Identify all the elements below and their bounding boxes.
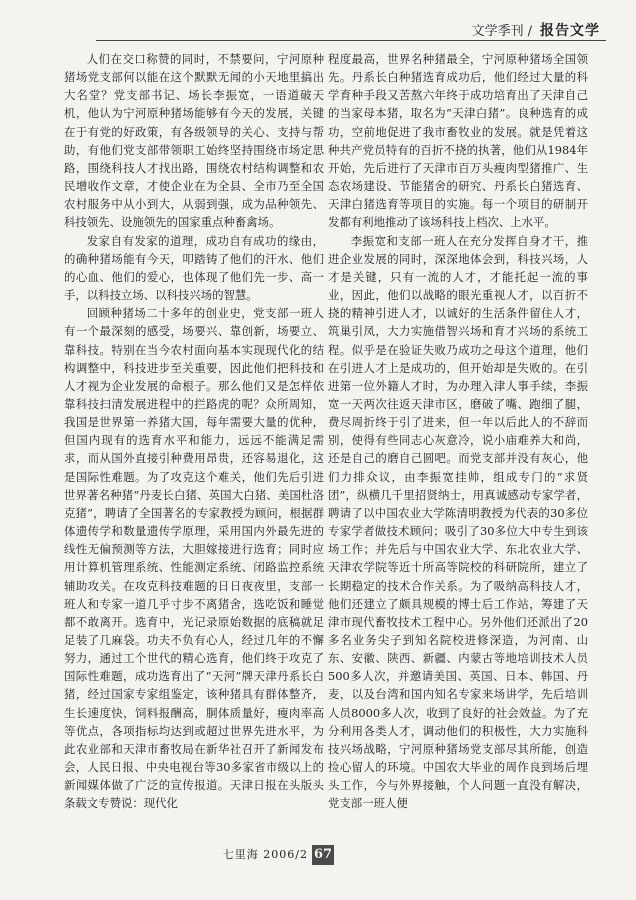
paragraph: 回顾种猪场二十多年的创业史，党支部一班人有一个最深刻的感受，场要兴、靠创新，场要立、靠科技。特别在当今农村面向基本实现现代化的结构调整中，科技进步至关重要，因此他们把科技和人才视为企业发展的命根子。那么他们又是怎样依靠科技扫清发展进程中的拦路虎的呢？众所周知，我国是世界第一养猪大国，每年需要大量的优种，但国内现有的选育水平和能力，远远不能满足需求，而从国外直接引种费用昂贵，还容易退化，这是国际性难题。为了攻克这个难关，他们先后引进世界著名种猪“丹麦长白猪、英国大白猪、美国杜洛克猪”，聘请了全国著名的专家教授为顾问，根据群体遗传学和数量遗传学原理，采用国内外最先进的线性无偏预测等方法，大胆嫁接进行选育；同时应用计算机管理系统、性能测定系统、闭路监控系统辅助攻关。在攻克科技难题的日日夜夜里，支部一班人和专家一道几乎寸步不离猪舍，选吃饭和睡觉都不敢离开。选育中，光记录原始数据的底稿就足足装了几麻袋。功夫不负有心人，经过几年的不懈努力，通过工个世代的精心选育，他们终于攻克了国际性难题，成功选育出了“天河”牌天津丹系长白猪，经过国家专家组鉴定，该种猪具有群体整齐，生长速度快，饲料报酬高，胴体质量好，瘦肉率高等优点，各项指标均达到或超过世界先进水平，为此农业部和天津市畜牧局在新华社召开了新闻发布会，人民日报、中央电视台等30多家省市级以上的新闻媒体做了广泛的宣传报道。天津日报在头版头条载文专赞说：现代化: [64, 306, 324, 811]
section-title: 报告文学: [536, 23, 600, 39]
paragraph: 李振宽和支部一班人在充分发挥自身才干，推进企业发展的同时，深深地体会到，科技兴场，人才是关键，只有一流的人才，才能托起一流的事业，因此，他们以战略的眼光重视人才，以百折不挠的精神引进人才，以诚好的生活条件留住人才，筑巢引凤，大力实施借智兴场和育才兴场的系统工程。似乎是在验证失败乃成功之母这个道理，他们在引进人才上是成功的，但开始却是失败的。在引进第一位外籍人才时，为办理入津人事手续，李振宽一天两次往返天津市区，磨破了嘴、跑细了腿，费尽周折终于引了进来，但一年以后此人的不辞而别，使得有些同志心灰意冷，说小庙难养大和尚，还是自己的磨自己圆吧。而党支部并没有灰心，他们力排众议，由李振宽挂帅，组成专门的“求贤团”，纵横几千里招贤纳士，用真诚感动专家学者，聘请了以中国农业大学陈清明教授为代表的30多位专家学者做技术顾问；吸引了30多位大中专生到该场工作；并先后与中国农业大学、东北农业大学、天津农学院等近十所高等院校的科研院所，建立了长期稳定的技术合作关系。为了吸纳高科技人才，他们还建立了颇具规模的博士后工作站，筹建了天津市现代畜牧技术工程中心。另外他们还派出了20多名业务尖子到知名院校进修深造，为河南、山东、安徽、陕西、新疆、内蒙古等地培训技术人员500多人次，并邀请美国、英国、日本、韩国、丹麦，以及台湾和国内知名专家来场讲学，先后培训人员8000多人次，收到了良好的社会效益。为了充分利用各类人才，调动他们的积极性，大力实施科技兴场战略，宁河原种猪场党支部尽其所能，创造捡心留人的环境。中国农大毕业的周作良到场后埋头工作，今与外界接触，个人问题一直没有解决，党支部一班人便: [328, 233, 588, 811]
header-separator: /: [524, 24, 536, 39]
left-column: [64, 50, 324, 850]
journal-issue: 七里海 2006/2: [222, 848, 308, 861]
running-header: [0, 22, 600, 42]
journal-category: 文学季刊: [468, 24, 524, 39]
page-footer: [0, 845, 636, 865]
paragraph: 人们在交口称赞的同时，不禁要问，宁河原种猪场党支部何以能在这个默默无闻的小天地里搞出大名堂？党支部书记、场长李振宽，一语道破天机，他认为宁河原种猪场能够有今天的发展，关键在于有党的好政策，有各级领导的关心、支持与帮助，有他们党支部带领职工始终坚持围绕市场定思路，围绕科技人才找出路，围绕农村结构调整和农民增收作文章，才使企业在为全县、全市乃至全国农村服务中从小到大，从弱到强，成为品种领先、科技领先、设施领先的国家重点种畜禽场。: [64, 52, 324, 230]
right-column: [328, 50, 588, 850]
paragraph-continued: 程度最高，世界名种猪最全，宁河原种猪场全国领先。丹系长白种猪选育成功后，他们经过大量的科学育种手段又苦熬六年终于成功培育出了天津自己的当家母本猪，取名为“天津白猪”。良种选育的成功，空前地促进了我市畜牧业的发展。就是凭着这种共产党员特有的百折不挠的执著，他们从1984年开始，先后进行了天津市百万头瘦肉型猪推广、生态农场建设、节能猪舍的研究、丹系长白猪选育、天津白猪选育等项目的实施。每一个项目的研制开发都有利地推动了该场科技上档次、上水平。: [328, 52, 588, 230]
paragraph: 发家自有发家的道理，成功自有成功的缘由，的确种猪场能有今天，叩踏铸了他们的汗水、他们的心血、他们的爱心，也体现了他们先一步、高一手，以科技立场、以科技兴场的智慧。: [64, 233, 324, 303]
page-number: 67: [312, 845, 334, 865]
